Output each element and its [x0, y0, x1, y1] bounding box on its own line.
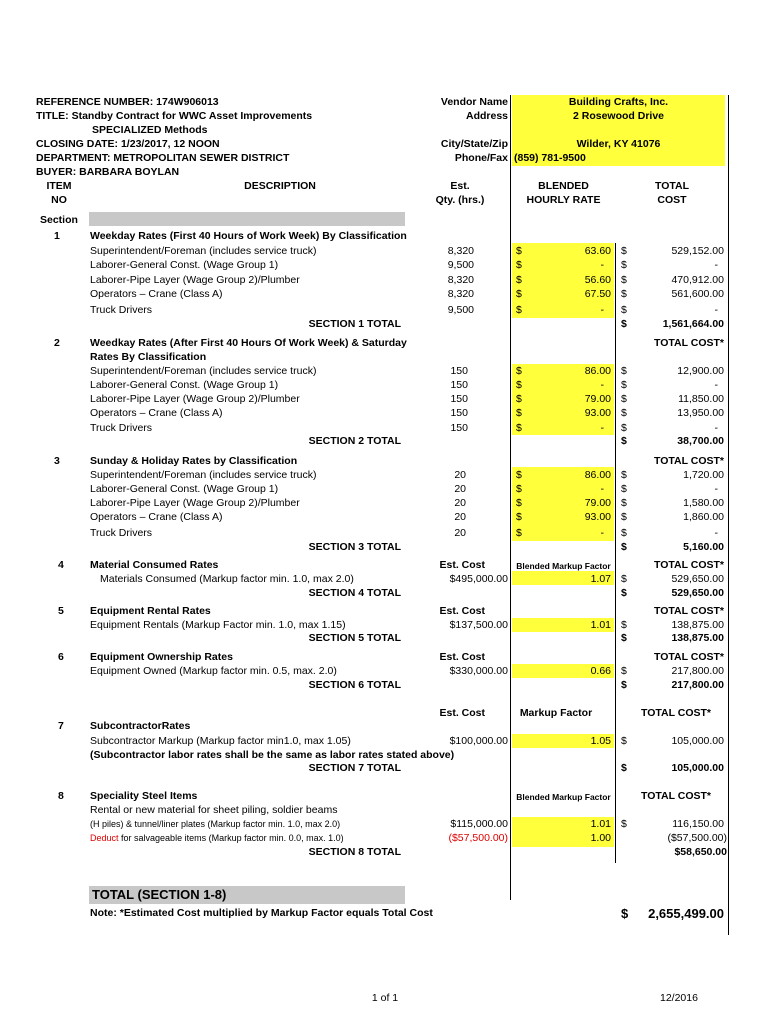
section-6-title: Equipment Ownership Rates — [90, 651, 233, 663]
total-cost-label: TOTAL COST* — [653, 605, 724, 617]
col-item: ITEM — [46, 180, 72, 192]
section-7-note: (Subcontractor labor rates shall be the same as labor rates stated above) — [90, 749, 455, 761]
blended-markup-label: Blended Markup Factor — [516, 561, 611, 571]
labor-row-total: 12,900.00 — [677, 365, 724, 377]
vendor-phone: (859) 781-9500 — [514, 152, 586, 164]
section-8-factor2: 1.00 — [590, 832, 611, 844]
labor-row-qty: 20 — [454, 483, 466, 495]
col-qty: Qty. (hrs.) — [435, 194, 485, 206]
section-8-est2: ($57,500.00) — [448, 832, 508, 844]
col-description: DESCRIPTION — [244, 180, 316, 192]
labor-row-rate: - — [600, 527, 604, 539]
section-5-total: 138,875.00 — [671, 632, 724, 644]
labor-row-qty: 150 — [450, 407, 468, 419]
dollar-sign: $ — [621, 393, 627, 405]
labor-row-rate: - — [600, 379, 604, 391]
labor-row-rate: 86.00 — [584, 365, 611, 377]
est-cost-label: Est. Cost — [439, 605, 485, 617]
footer-date: 12/2016 — [660, 992, 698, 1004]
dollar-sign: $ — [621, 587, 627, 599]
labor-row-rate: - — [600, 422, 604, 434]
section-label: Section — [40, 214, 78, 226]
blended-markup-label: Blended Markup Factor — [516, 792, 611, 802]
dollar-sign: $ — [516, 274, 522, 286]
section-8-line1: Rental or new material for sheet piling, soldier beams — [90, 804, 338, 816]
dollar-sign: $ — [621, 365, 627, 377]
section-header-bar — [89, 212, 405, 226]
section-3-total-label: SECTION 3 TOTAL — [308, 541, 401, 553]
dollar-sign: $ — [516, 379, 522, 391]
total-cost-label: TOTAL COST* — [653, 651, 724, 663]
dollar-sign: $ — [516, 259, 522, 271]
dollar-sign: $ — [621, 762, 627, 774]
vendor-city: Wilder, KY 41076 — [576, 138, 661, 150]
labor-row-rate: 56.60 — [584, 274, 611, 286]
section-6-no: 6 — [58, 651, 64, 663]
phone-label: Phone/Fax — [454, 152, 508, 164]
est-cost-label: Est. Cost — [439, 707, 485, 719]
dollar-sign: $ — [516, 422, 522, 434]
contract-subtitle: SPECIALIZED Methods — [92, 124, 208, 136]
section-2-title-cont: Rates By Classification — [90, 351, 207, 363]
section-7-line-total: 105,000.00 — [671, 735, 724, 747]
section-2-no: 2 — [54, 337, 60, 349]
section-5-title: Equipment Rental Rates — [90, 605, 211, 617]
section-6-line: Equipment Owned (Markup factor min. 0.5, max. 2.0) — [90, 665, 337, 677]
col-hourly-rate: HOURLY RATE — [526, 194, 601, 206]
dollar-sign: $ — [516, 483, 522, 495]
labor-row-total: 13,950.00 — [677, 407, 724, 419]
labor-row-total: 1,720.00 — [683, 469, 724, 481]
labor-row-desc: Truck Drivers — [90, 422, 153, 434]
section-2-total: 38,700.00 — [677, 435, 724, 447]
labor-row-qty: 20 — [454, 469, 466, 481]
labor-row-total: - — [714, 379, 718, 391]
dollar-sign: $ — [621, 304, 627, 316]
vendor-address: 2 Rosewood Drive — [572, 110, 665, 122]
total-cost-label: TOTAL COST* — [653, 559, 724, 571]
section-1-title: Weekday Rates (First 40 Hours of Work Week) By Classification — [90, 230, 407, 242]
dollar-sign: $ — [621, 632, 627, 644]
labor-row-total: 561,600.00 — [671, 288, 724, 300]
labor-row-total: - — [714, 527, 718, 539]
dollar-sign: $ — [516, 469, 522, 481]
labor-row-desc: Laborer-General Const. (Wage Group 1) — [90, 259, 279, 271]
dollar-sign: $ — [621, 483, 627, 495]
section-8-title: Speciality Steel Items — [90, 790, 198, 802]
labor-row-rate: 63.60 — [584, 245, 611, 257]
labor-row-desc: Truck Drivers — [90, 527, 153, 539]
dollar-sign: $ — [621, 318, 627, 330]
section-6-total-label: SECTION 6 TOTAL — [308, 679, 401, 691]
labor-row-desc: Operators – Crane (Class A) — [90, 511, 223, 523]
section-8-factor1: 1.01 — [590, 818, 611, 830]
col-blended: BLENDED — [538, 180, 589, 192]
section-1-total: 1,561,664.00 — [662, 318, 724, 330]
section-7-total-label: SECTION 7 TOTAL — [308, 762, 401, 774]
section-3-total: 5,160.00 — [683, 541, 724, 553]
dollar-sign: $ — [516, 511, 522, 523]
col-total: TOTAL — [654, 180, 690, 192]
section-6-factor: 0.66 — [590, 665, 611, 677]
dollar-sign: $ — [621, 288, 627, 300]
section-1-no: 1 — [54, 230, 60, 242]
rule-left — [510, 95, 511, 900]
section-7-no: 7 — [58, 720, 64, 732]
labor-row-qty: 150 — [450, 393, 468, 405]
labor-row-total: - — [714, 483, 718, 495]
labor-row-rate: - — [600, 259, 604, 271]
total-cost-label: TOTAL COST* — [640, 707, 711, 719]
city-label: City/State/Zip — [440, 138, 508, 150]
labor-row-total: - — [714, 304, 718, 316]
vendor-name: Building Crafts, Inc. — [568, 96, 669, 108]
labor-row-rate: 93.00 — [584, 511, 611, 523]
labor-row-qty: 8,320 — [447, 274, 474, 286]
dollar-sign: $ — [621, 245, 627, 257]
dollar-sign: $ — [621, 665, 627, 677]
labor-row-desc: Laborer-Pipe Layer (Wage Group 2)/Plumber — [90, 393, 300, 405]
dollar-sign: $ — [516, 497, 522, 509]
labor-row-desc: Operators – Crane (Class A) — [90, 288, 223, 300]
grand-total-value: 2,655,499.00 — [648, 906, 724, 921]
labor-row-rate: 86.00 — [584, 469, 611, 481]
labor-row-rate: - — [600, 304, 604, 316]
labor-row-total: 11,850.00 — [678, 393, 724, 405]
dollar-sign: $ — [621, 541, 627, 553]
dollar-sign: $ — [621, 274, 627, 286]
labor-row-qty: 8,320 — [447, 288, 474, 300]
total-cost-label: TOTAL COST* — [640, 790, 711, 802]
labor-row-qty: 9,500 — [447, 259, 474, 271]
section-8-total2: ($57,500.00) — [667, 832, 727, 844]
dollar-sign: $ — [516, 527, 522, 539]
rule-rate — [615, 243, 616, 863]
section-4-title: Material Consumed Rates — [90, 559, 219, 571]
col-cost: COST — [657, 194, 687, 206]
labor-row-qty: 9,500 — [447, 304, 474, 316]
labor-row-total: 470,912.00 — [671, 274, 724, 286]
dollar-sign: $ — [621, 679, 627, 691]
section-5-line: Equipment Rentals (Markup Factor min. 1.0, max 1.15) — [90, 619, 346, 631]
section-4-total-label: SECTION 4 TOTAL — [308, 587, 401, 599]
dollar-sign: $ — [516, 393, 522, 405]
address-label: Address — [465, 110, 508, 122]
labor-row-qty: 20 — [454, 497, 466, 509]
labor-row-desc: Laborer-General Const. (Wage Group 1) — [90, 379, 279, 391]
labor-row-desc: Laborer-Pipe Layer (Wage Group 2)/Plumber — [90, 274, 300, 286]
labor-row-rate: - — [600, 483, 604, 495]
section-7-title: SubcontractorRates — [90, 720, 191, 732]
dollar-sign: $ — [621, 422, 627, 434]
page-number: 1 of 1 — [371, 992, 399, 1004]
section-6-est: $330,000.00 — [449, 665, 508, 677]
section-1-total-label: SECTION 1 TOTAL — [308, 318, 401, 330]
est-cost-label: Est. Cost — [439, 559, 485, 571]
grand-total-note: Note: *Estimated Cost multiplied by Markup Factor equals Total Cost — [90, 907, 433, 919]
labor-row-desc: Operators – Crane (Class A) — [90, 407, 223, 419]
section-3-no: 3 — [54, 455, 60, 467]
vendor-name-label: Vendor Name — [440, 96, 508, 108]
dollar-sign: $ — [516, 365, 522, 377]
section-4-line-total: 529,650.00 — [671, 573, 724, 585]
deduct-word: Deduct — [90, 833, 119, 843]
rule-right — [728, 95, 729, 935]
section-8-total1: 116,150.00 — [672, 818, 724, 830]
section-8-line3: Deduct for salvageable items (Markup factor min. 0.0, max. 1.0) — [90, 833, 344, 843]
reference-number: REFERENCE NUMBER: 174W906013 — [36, 96, 219, 108]
section-5-factor: 1.01 — [590, 619, 611, 631]
section-4-total: 529,650.00 — [671, 587, 724, 599]
labor-row-rate: 93.00 — [584, 407, 611, 419]
labor-row-total: 529,152.00 — [671, 245, 724, 257]
grand-total-label: TOTAL (SECTION 1-8) — [92, 887, 227, 902]
section-7-total: 105,000.00 — [671, 762, 724, 774]
labor-row-desc: Laborer-Pipe Layer (Wage Group 2)/Plumber — [90, 497, 300, 509]
section-8-total-label: SECTION 8 TOTAL — [308, 846, 401, 858]
section-2-title: Weedkay Rates (After First 40 Hours Of Work Week) & Saturday — [90, 337, 407, 349]
dollar-sign: $ — [621, 379, 627, 391]
section-3-title: Sunday & Holiday Rates by Classification — [90, 455, 298, 467]
dollar-sign: $ — [621, 435, 627, 447]
grand-total-dollar: $ — [621, 906, 629, 921]
labor-row-desc: Superintendent/Foreman (includes service truck) — [90, 469, 317, 481]
dollar-sign: $ — [516, 288, 522, 300]
dollar-sign: $ — [621, 735, 627, 747]
labor-row-qty: 20 — [454, 511, 466, 523]
section-8-no: 8 — [58, 790, 64, 802]
section-4-line: Materials Consumed (Markup factor min. 1.0, max 2.0) — [100, 573, 354, 585]
dollar-sign: $ — [516, 245, 522, 257]
labor-row-qty: 150 — [450, 365, 468, 377]
labor-row-desc: Superintendent/Foreman (includes service truck) — [90, 365, 317, 377]
labor-row-desc: Laborer-General Const. (Wage Group 1) — [90, 483, 279, 495]
dollar-sign: $ — [621, 469, 627, 481]
dollar-sign: $ — [621, 818, 627, 830]
dollar-sign: $ — [621, 259, 627, 271]
section-4-est: $495,000.00 — [449, 573, 508, 585]
labor-row-total: 1,860.00 — [683, 511, 724, 523]
closing-date: CLOSING DATE: 1/23/2017, 12 NOON — [36, 138, 220, 150]
section-5-est: $137,500.00 — [449, 619, 508, 631]
section-8-est1: $115,000.00 — [450, 818, 508, 830]
section-5-no: 5 — [58, 605, 64, 617]
total-cost-label: TOTAL COST* — [653, 455, 724, 467]
department: DEPARTMENT: METROPOLITAN SEWER DISTRICT — [36, 152, 290, 164]
dollar-sign: $ — [621, 527, 627, 539]
section-8-line2: (H piles) & tunnel/liner plates (Markup factor min. 1.0, max 2.0) — [90, 819, 341, 829]
col-item-no: NO — [51, 194, 67, 206]
labor-row-qty: 20 — [454, 527, 466, 539]
section-5-total-label: SECTION 5 TOTAL — [308, 632, 401, 644]
labor-row-rate: 67.50 — [584, 288, 611, 300]
dollar-sign: $ — [516, 304, 522, 316]
labor-row-total: 1,580.00 — [683, 497, 724, 509]
dollar-sign: $ — [621, 573, 627, 585]
labor-row-qty: 150 — [450, 379, 468, 391]
section-4-factor: 1.07 — [590, 573, 611, 585]
total-cost-label: TOTAL COST* — [653, 337, 724, 349]
labor-row-rate: 79.00 — [584, 393, 611, 405]
labor-row-desc: Truck Drivers — [90, 304, 153, 316]
contract-title: TITLE: Standby Contract for WWC Asset Improvements — [36, 110, 313, 122]
labor-row-desc: Superintendent/Foreman (includes service truck) — [90, 245, 317, 257]
dollar-sign: $ — [621, 407, 627, 419]
section-6-line-total: 217,800.00 — [671, 665, 724, 677]
labor-row-rate: 79.00 — [584, 497, 611, 509]
dollar-sign: $ — [516, 407, 522, 419]
section-8-total: $58,650.00 — [674, 846, 727, 858]
markup-factor-label: Markup Factor — [519, 707, 593, 719]
section-7-line: Subcontractor Markup (Markup factor min1.0, max 1.05) — [90, 735, 351, 747]
section-2-total-label: SECTION 2 TOTAL — [308, 435, 401, 447]
labor-row-total: - — [714, 259, 718, 271]
col-est: Est. — [450, 180, 470, 192]
section-5-line-total: 138,875.00 — [671, 619, 724, 631]
section-7-est: $100,000.00 — [449, 735, 508, 747]
section-4-no: 4 — [58, 559, 64, 571]
section-7-factor: 1.05 — [590, 735, 611, 747]
est-cost-label: Est. Cost — [439, 651, 485, 663]
labor-row-total: - — [714, 422, 718, 434]
labor-row-qty: 8,320 — [447, 245, 474, 257]
dollar-sign: $ — [621, 497, 627, 509]
dollar-sign: $ — [621, 619, 627, 631]
section-6-total: 217,800.00 — [671, 679, 724, 691]
labor-row-qty: 150 — [450, 422, 468, 434]
dollar-sign: $ — [621, 511, 627, 523]
buyer: BUYER: BARBARA BOYLAN — [36, 166, 180, 178]
